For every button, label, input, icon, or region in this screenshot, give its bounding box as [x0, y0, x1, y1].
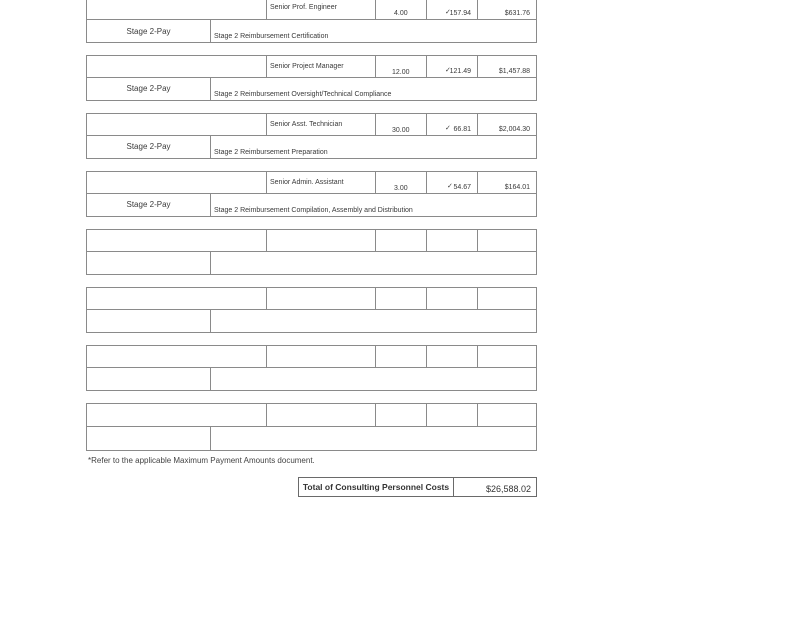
- empty-row-cell: [210, 251, 537, 275]
- row-2-rate: 121.49: [449, 68, 471, 75]
- empty-row-cell: [477, 345, 537, 368]
- row-4-hours: 3.00: [394, 185, 408, 192]
- row-2-description-cell: [210, 77, 537, 101]
- row-1-stage: Stage 2-Pay: [126, 27, 171, 36]
- empty-row-cell: [210, 426, 537, 451]
- row-2-stage-cell: [86, 77, 211, 101]
- empty-row-cell: [86, 367, 211, 391]
- row-2-description: Stage 2 Reimbursement Oversight/Technical Compliance: [214, 91, 392, 98]
- row-4-title-cell: [266, 171, 376, 194]
- row-1-title-cell: [266, 0, 376, 20]
- row-2-hours-cell: [375, 55, 427, 78]
- empty-row-cell: [210, 367, 537, 391]
- empty-row-cell: [426, 287, 478, 310]
- row-3-description: Stage 2 Reimbursement Preparation: [214, 149, 328, 156]
- row-3-blank-cell: [86, 113, 267, 136]
- row-2-rate-cell: [426, 55, 478, 78]
- row-2-amount: $1,457.88: [498, 68, 530, 75]
- row-2-stage: Stage 2-Pay: [126, 84, 171, 93]
- empty-row-cell: [86, 229, 267, 252]
- empty-row-cell: [375, 403, 427, 427]
- row-4-description: Stage 2 Reimbursement Compilation, Assembly and Distribution: [214, 207, 413, 214]
- row-4-hours-cell: [375, 171, 427, 194]
- empty-row-cell: [426, 403, 478, 427]
- row-1-amount-cell: [477, 0, 537, 20]
- row-1-stage-cell: [86, 19, 211, 43]
- row-4-amount-cell: [477, 171, 537, 194]
- row-3-stage-cell: [86, 135, 211, 159]
- row-1-hours: 4.00: [394, 10, 408, 17]
- empty-row-cell: [210, 309, 537, 333]
- row-1-rate-cell: [426, 0, 478, 20]
- empty-row-cell: [375, 229, 427, 252]
- row-3-title-cell: [266, 113, 376, 136]
- row-4-check-icon: ✓: [447, 183, 453, 190]
- row-3-amount: $2,004.30: [498, 126, 530, 133]
- empty-row-cell: [86, 426, 211, 451]
- empty-row-cell: [86, 309, 211, 333]
- empty-row-cell: [266, 287, 376, 310]
- empty-row-cell: [266, 403, 376, 427]
- row-4-rate: 54.67: [453, 184, 471, 191]
- row-1-blank-cell: [86, 0, 267, 20]
- row-3-hours: 30.00: [392, 127, 410, 134]
- row-1-rate: 157.94: [449, 10, 471, 17]
- empty-row-cell: [426, 229, 478, 252]
- row-3-check-icon: ✓: [445, 125, 451, 132]
- empty-row-cell: [86, 251, 211, 275]
- empty-row-cell: [477, 287, 537, 310]
- footnote: *Refer to the applicable Maximum Payment Amounts document.: [88, 456, 315, 465]
- total-label: Total of Consulting Personnel Costs: [298, 477, 454, 497]
- empty-row-cell: [266, 345, 376, 368]
- row-3-rate: 66.81: [453, 126, 471, 133]
- row-3-hours-cell: [375, 113, 427, 136]
- empty-row-cell: [86, 287, 267, 310]
- row-2-check-icon: ✓: [445, 67, 451, 74]
- row-4-stage: Stage 2-Pay: [126, 200, 171, 209]
- total-value: $26,588.02: [453, 477, 537, 497]
- row-3-description-cell: [210, 135, 537, 159]
- row-4-amount: $164.01: [504, 184, 530, 191]
- row-3-title: Senior Asst. Technician: [270, 121, 343, 128]
- row-4-stage-cell: [86, 193, 211, 217]
- row-1-description-cell: [210, 19, 537, 43]
- row-3-rate-cell: [426, 113, 478, 136]
- empty-row-cell: [86, 403, 267, 427]
- row-1-amount: $631.76: [504, 10, 530, 17]
- row-3-stage: Stage 2-Pay: [126, 142, 171, 151]
- row-4-title: Senior Admin. Assistant: [270, 179, 344, 186]
- row-2-title: Senior Project Manager: [270, 63, 344, 70]
- empty-row-cell: [477, 403, 537, 427]
- empty-row-cell: [477, 229, 537, 252]
- row-1-description: Stage 2 Reimbursement Certification: [214, 33, 329, 40]
- row-1-title: Senior Prof. Engineer: [270, 4, 337, 11]
- empty-row-cell: [426, 345, 478, 368]
- row-4-rate-cell: [426, 171, 478, 194]
- row-4-description-cell: [210, 193, 537, 217]
- row-2-hours: 12.00: [392, 69, 410, 76]
- row-1-hours-cell: [375, 0, 427, 20]
- row-3-amount-cell: [477, 113, 537, 136]
- row-4-blank-cell: [86, 171, 267, 194]
- row-2-amount-cell: [477, 55, 537, 78]
- empty-row-cell: [266, 229, 376, 252]
- row-2-blank-cell: [86, 55, 267, 78]
- empty-row-cell: [375, 287, 427, 310]
- empty-row-cell: [375, 345, 427, 368]
- row-2-title-cell: [266, 55, 376, 78]
- row-1-check-icon: ✓: [445, 9, 451, 16]
- empty-row-cell: [86, 345, 267, 368]
